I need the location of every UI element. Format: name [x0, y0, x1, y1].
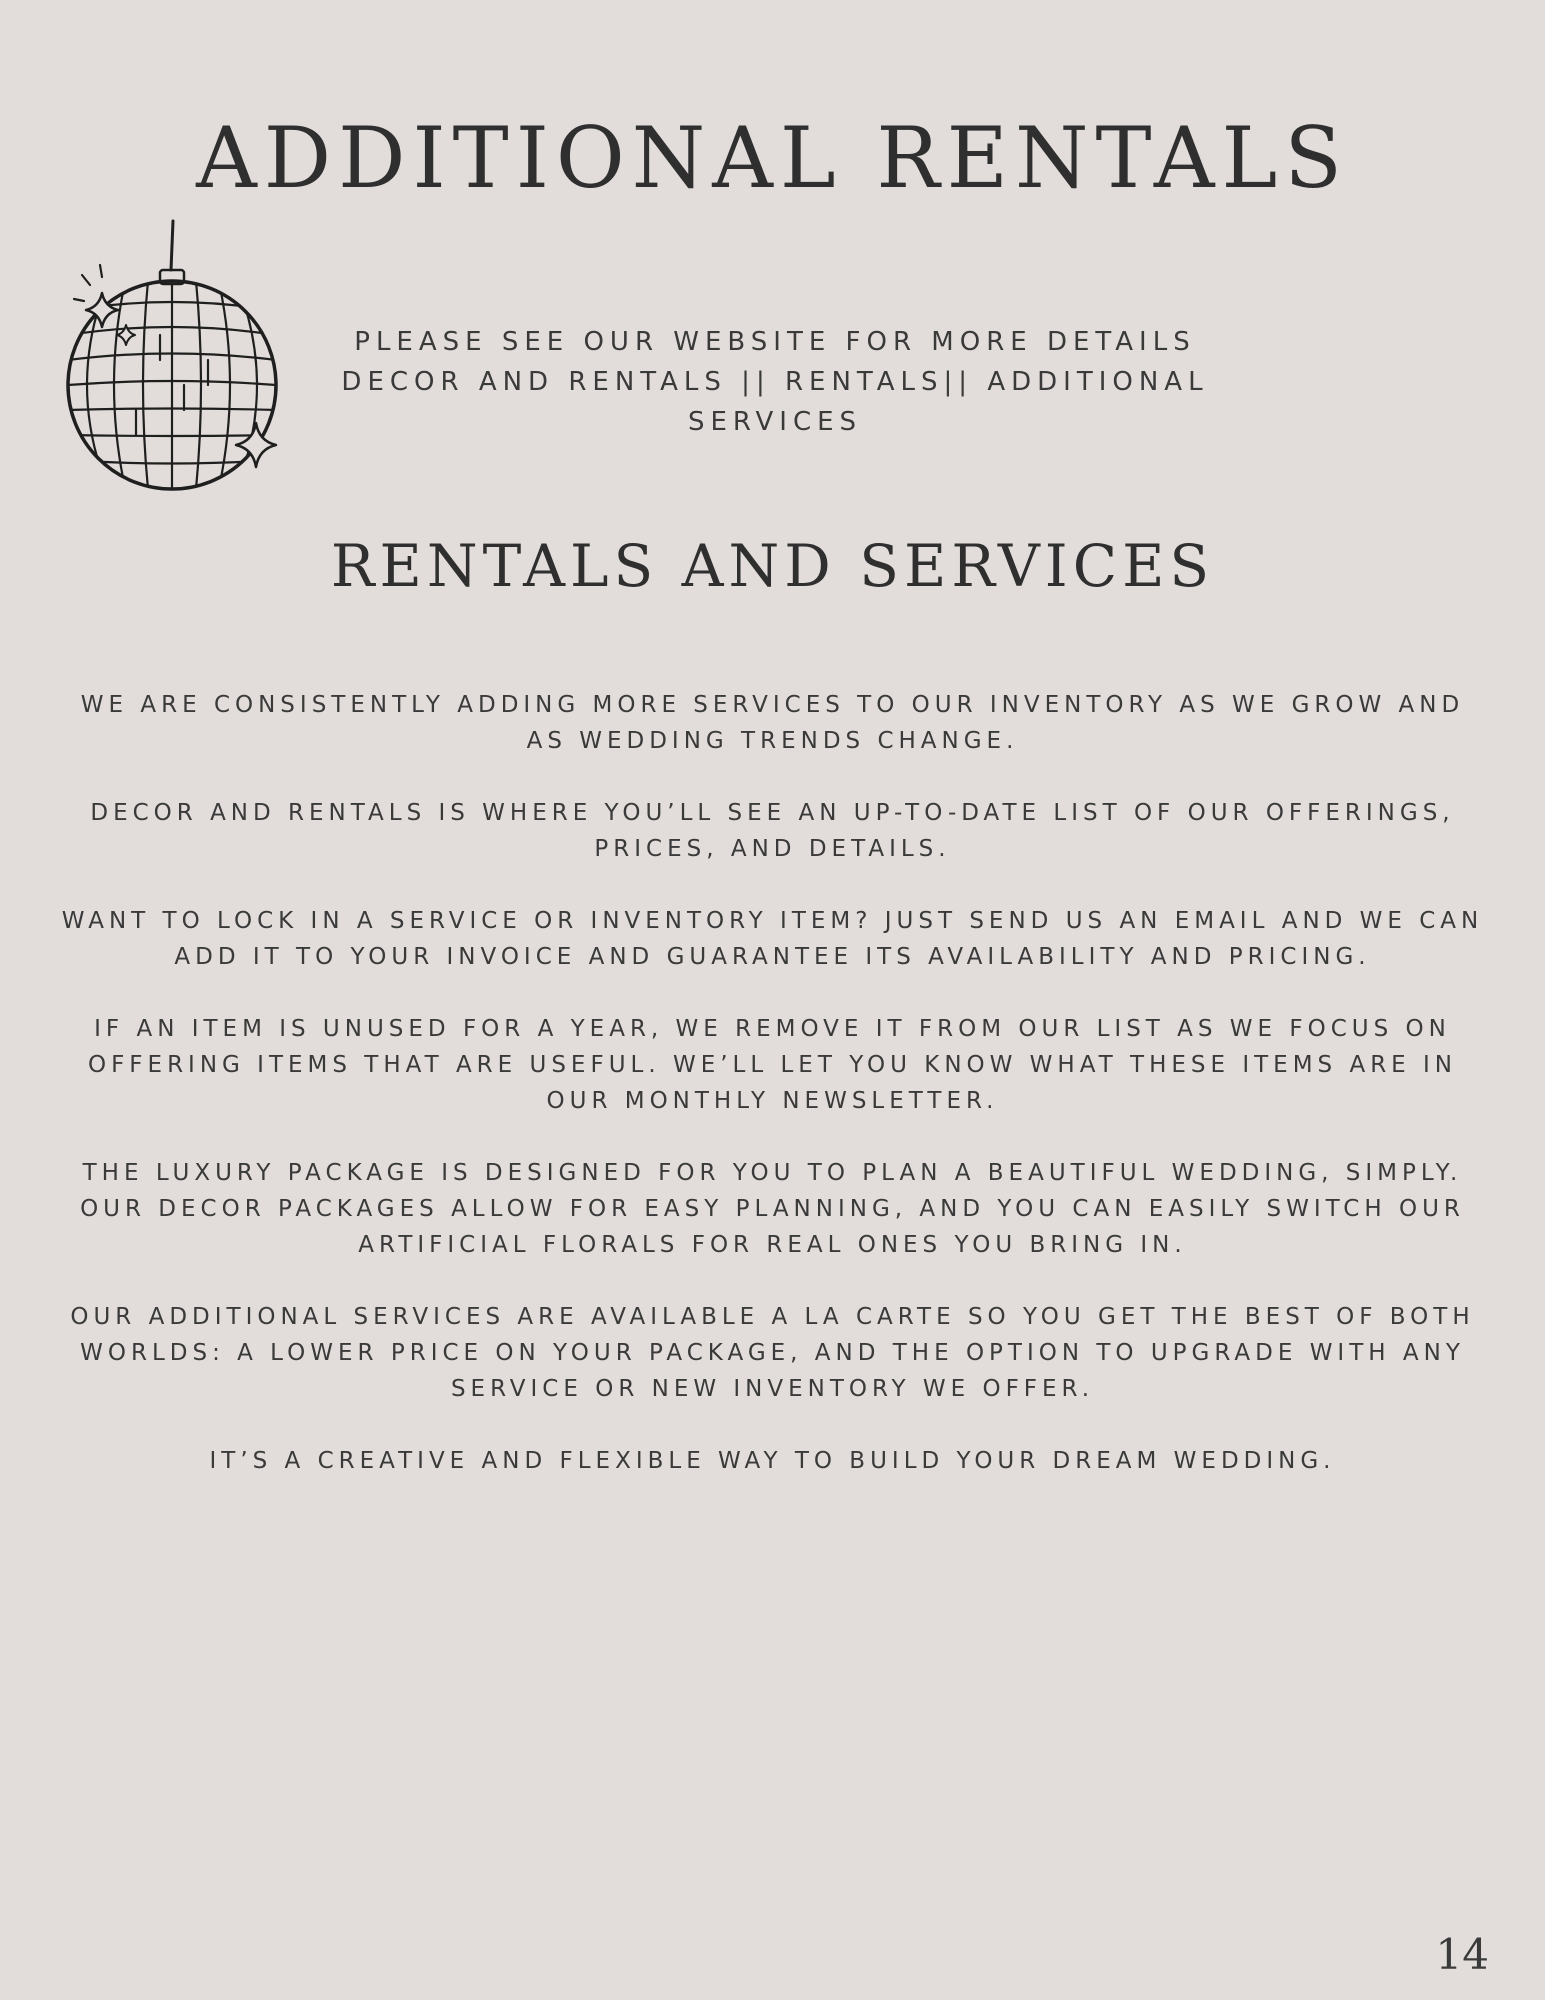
paragraph: WANT TO LOCK IN A SERVICE OR INVENTORY ITEM? JUST SEND US AN EMAIL AND WE CAN ADD IT TO YOUR INVOICE AND GUARANTEE ITS AVAILABILITY AND PRICING. — [61, 908, 1484, 970]
paragraph: IF AN ITEM IS UNUSED FOR A YEAR, WE REMOVE IT FROM OUR LIST AS WE FOCUS ON OFFERING ITEMS THAT ARE USEFUL. WE’LL LET YOU KNOW WHAT THESE ITEMS ARE IN OUR MONTHLY NEWSLETTER. — [87, 1016, 1458, 1114]
paragraph: THE LUXURY PACKAGE IS DESIGNED FOR YOU TO PLAN A BEAUTIFUL WEDDING, SIMPLY. OUR DECOR PACKAGES ALLOW FOR EASY PLANNING, AND YOU CAN EASILY SWITCH OUR ARTIFICIAL FLORALS FOR REAL ONES YOU BRING IN. — [80, 1160, 1465, 1258]
paragraph: WE ARE CONSISTENTLY ADDING MORE SERVICES TO OUR INVENTORY AS WE GROW AND AS WEDDING TRENDS CHANGE. — [80, 692, 1465, 754]
website-note-line: DECOR AND RENTALS || RENTALS|| ADDITIONAL — [341, 367, 1209, 397]
page-number: 14 — [1435, 1930, 1489, 1979]
website-note-line: PLEASE SEE OUR WEBSITE FOR MORE DETAILS — [354, 327, 1196, 357]
website-note — [300, 322, 1250, 442]
paragraph: DECOR AND RENTALS IS WHERE YOU’LL SEE AN UP-TO-DATE LIST OF OUR OFFERINGS, PRICES, AND DETAILS. — [90, 800, 1455, 862]
website-note-line: SERVICES — [687, 407, 863, 437]
section-title: RENTALS AND SERVICES — [330, 532, 1215, 600]
paragraph: OUR ADDITIONAL SERVICES ARE AVAILABLE A LA CARTE SO YOU GET THE BEST OF BOTH WORLDS: A LOWER PRICE ON YOUR PACKAGE, AND THE OPTION TO UPGRADE WITH ANY SERVICE OR NEW INVENTORY WE OFFER. — [70, 1304, 1475, 1402]
paragraph: IT’S A CREATIVE AND FLEXIBLE WAY TO BUILD YOUR DREAM WEDDING. — [209, 1448, 1336, 1474]
page-title: ADDITIONAL RENTALS — [196, 109, 1349, 207]
body-text — [60, 687, 1485, 1515]
disco-ball-icon — [60, 215, 290, 505]
